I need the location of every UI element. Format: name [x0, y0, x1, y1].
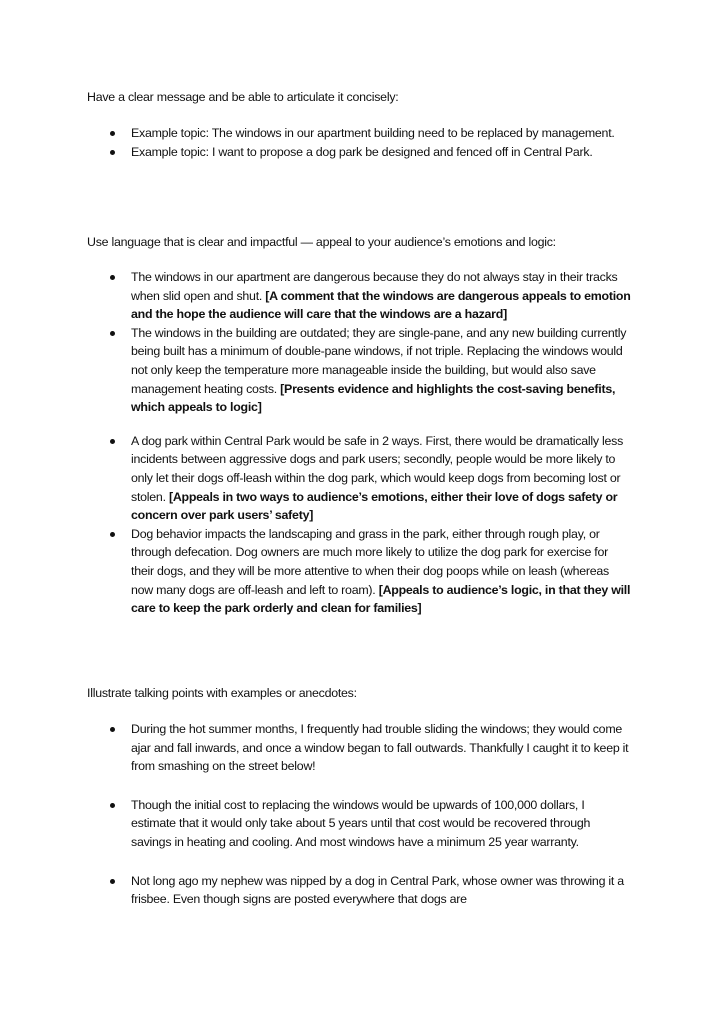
- bullet-icon: [110, 532, 115, 537]
- bullet-icon: [110, 803, 115, 808]
- bullet-icon: [110, 131, 115, 136]
- list-item: [0, 143, 631, 162]
- item-text: Dog behavior impacts the landscaping and grass in the park, either through rough play, or through defecation. Dog owners are much more likely to utilize the dog park for exercise for their dogs, and they will be more attentive to when their dog poops while on leash (whereas now many dogs are off-leash and left to roam).: [131, 526, 609, 597]
- list-item: [0, 124, 631, 143]
- section-heading-examples: Illustrate talking points with examples or anecdotes:: [87, 686, 357, 700]
- item-text: Example topic: The windows in our apartment building need to be replaced by management.: [131, 126, 615, 140]
- item-text: Example topic: I want to propose a dog park be designed and fenced off in Central Park.: [131, 144, 593, 159]
- section-heading-clear-message: Have a clear message and be able to articulate it concisely:: [87, 90, 399, 104]
- item-annotation: [Appeals to audience’s logic, in that they will care to keep the park orderly and clean for families]: [131, 582, 631, 616]
- list-item: [0, 432, 631, 525]
- bullet-list-clear-message: [0, 124, 631, 161]
- item-text: A dog park within Central Park would be safe in 2 ways. First, there would be dramatically less incidents between aggressive dogs and park users; secondly, people would be more likely to only let their dogs off-leash within the dog park, which would keep dogs from becoming lost or stolen.: [131, 433, 624, 504]
- list-item: [0, 720, 631, 776]
- bullet-icon: [110, 439, 115, 444]
- list-item: [0, 525, 631, 618]
- bullet-icon: [110, 150, 115, 155]
- list-item: [0, 268, 631, 324]
- item-annotation: [Presents evidence and highlights the cost-saving benefits, which appeals to logic]: [131, 381, 616, 415]
- bullet-icon: [110, 331, 115, 336]
- list-item: [0, 796, 631, 852]
- bullet-icon: [110, 727, 115, 732]
- item-text: The windows in the building are outdated; they are single-pane, and any new building currently being built has a minimum of double-pane windows, if not triple. Replacing the windows would not only keep the temperature more manageable inside the building, but would also save management heating costs.: [131, 325, 627, 396]
- bullet-icon: [110, 275, 115, 280]
- bullet-list-language: [0, 268, 631, 618]
- item-text: Not long ago my nephew was nipped by a dog in Central Park, whose owner was throwing it a frisbee. Even though signs are posted everywhere that dogs are: [131, 873, 624, 907]
- item-annotation: [A comment that the windows are dangerous appeals to emotion and the hope the audience will care that the windows are a hazard]: [131, 288, 631, 322]
- item-text: During the hot summer months, I frequently had trouble sliding the windows; they would come ajar and fall inwards, and once a window began to fall outwards. Thankfully I caught it to keep it from smashing on the street below!: [131, 722, 629, 774]
- bullet-list-examples: [0, 720, 631, 909]
- bullet-icon: [110, 879, 115, 884]
- item-text: Though the initial cost to replacing the windows would be upwards of 100,000 dollars, I estimate that it would only take about 5 years until that cost would be recovered through savings in heating and cooling. And most windows have a minimum 25 year warranty.: [131, 797, 591, 849]
- item-text: The windows in our apartment are dangerous because they do not always stay in their tracks when slid open and shut.: [131, 270, 618, 303]
- item-annotation: [Appeals in two ways to audience’s emotions, either their love of dogs safety or concern over park users’ safety]: [131, 489, 618, 523]
- section-heading-language: Use language that is clear and impactful — appeal to your audience’s emotions and logic:: [87, 235, 556, 249]
- list-item: [0, 872, 631, 909]
- list-item: [0, 324, 631, 417]
